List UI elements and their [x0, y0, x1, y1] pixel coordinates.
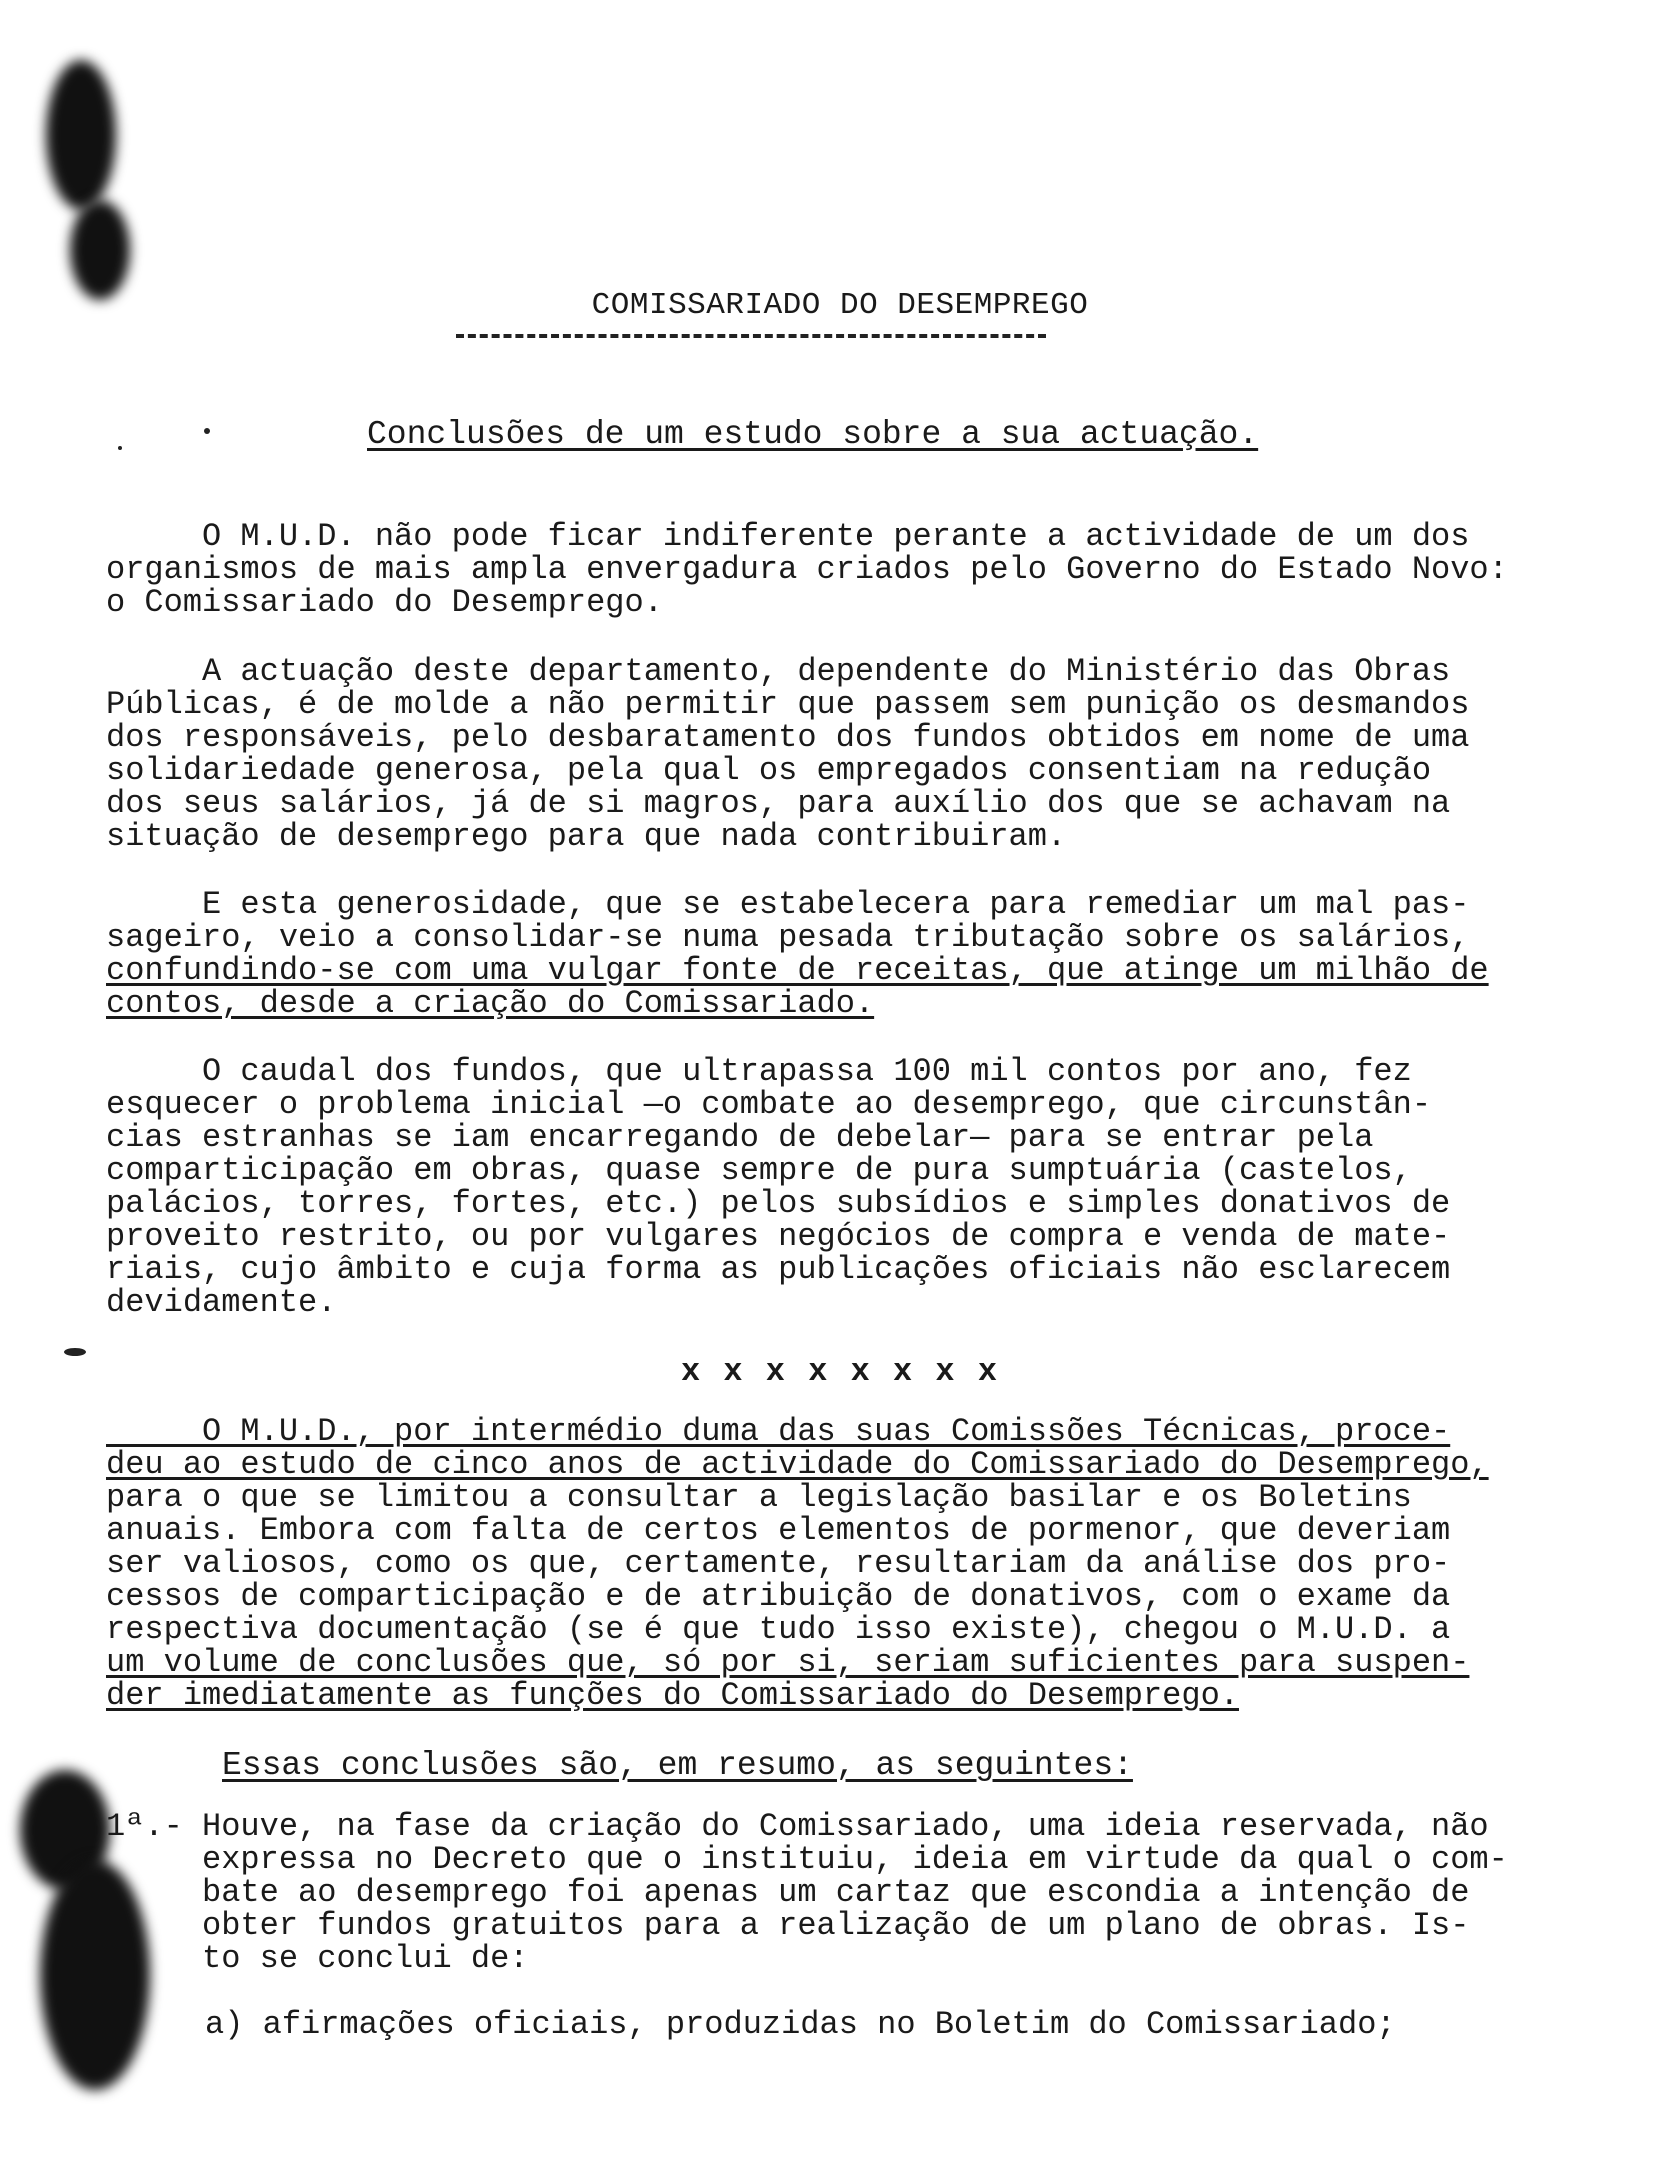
paragraph-line-underlined: confundindo-se com uma vulgar fonte de receitas, que atinge um milhão de [106, 952, 1489, 989]
paragraph-line: sageiro, veio a consolidar-se numa pesada tributação sobre os salários, [106, 919, 1470, 956]
section-separator: x x x x x x x x [680, 1353, 1000, 1390]
paragraph-line: anuais. Embora com falta de certos elementos de pormenor, que deveriam [106, 1512, 1451, 1549]
paragraph-line: O caudal dos fundos, que ultrapassa 100 mil contos por ano, fez [106, 1053, 1412, 1090]
conclusions-heading: Essas conclusões são, em resumo, as seguintes: [222, 1747, 1133, 1784]
paragraph-line: esquecer o problema inicial —o combate ao desemprego, que circunstân- [106, 1086, 1432, 1123]
paragraph-3 [106, 888, 1576, 1020]
paragraph-line: cias estranhas se iam encarregando de debelar— para se entrar pela [106, 1119, 1374, 1156]
paragraph-line: o Comissariado do Desemprego. [106, 584, 663, 621]
paragraph-line: proveito restrito, ou por vulgares negócios de compra e venda de mate- [106, 1218, 1451, 1255]
paragraph-line: ser valiosos, como os que, certamente, resultariam da análise dos pro- [106, 1545, 1451, 1582]
paragraph-line: dos responsáveis, pelo desbaratamento dos fundos obtidos em nome de uma [106, 719, 1470, 756]
item-line: to se conclui de: [106, 1940, 529, 1977]
paragraph-line: respectiva documentação (se é que tudo isso existe), chegou o M.U.D. a [106, 1611, 1451, 1648]
speck [204, 428, 210, 434]
paragraph-line: devidamente. [106, 1284, 337, 1321]
paragraph-line: A actuação deste departamento, dependente do Ministério das Obras [106, 653, 1451, 690]
paragraph-line: para o que se limitou a consultar a legislação basilar e os Boletins [106, 1479, 1412, 1516]
item-line: obter fundos gratuitos para a realização de um plano de obras. Is- [106, 1907, 1470, 1944]
paragraph-1 [106, 520, 1576, 619]
item-line: expressa no Decreto que o instituiu, ideia em virtude da qual o com- [106, 1841, 1508, 1878]
speck [118, 446, 122, 450]
ink-blot-top-left-2 [70, 200, 130, 300]
paragraph-4 [106, 1055, 1576, 1319]
paragraph-2 [106, 655, 1576, 853]
paragraph-line: dos seus salários, já de si magros, para auxílio dos que se achavam na [106, 785, 1451, 822]
paragraph-line-underlined: deu ao estudo de cinco anos de actividade do Comissariado do Desemprego, [106, 1446, 1489, 1483]
paragraph-line: cessos de comparticipação e de atribuição de donativos, com o exame da [106, 1578, 1451, 1615]
paragraph-line: riais, cujo âmbito e cuja forma as publicações oficiais não esclarecem [106, 1251, 1451, 1288]
ink-blot-top-left [46, 60, 116, 210]
paragraph-line-underlined: der imediatamente as funções do Comissariado do Desemprego. [106, 1677, 1239, 1714]
conclusion-item-1-a: a) afirmações oficiais, produzidas no Boletim do Comissariado; [205, 2006, 1396, 2043]
document-title: COMISSARIADO DO DESEMPREGO [591, 288, 1089, 323]
title-underline [456, 334, 1046, 338]
item-line: bate ao desemprego foi apenas um cartaz que escondia a intenção de [106, 1874, 1470, 1911]
paragraph-line: Públicas, é de molde a não permitir que passem sem punição os desmandos [106, 686, 1470, 723]
paragraph-line-underlined: contos, desde a criação do Comissariado. [106, 985, 875, 1022]
paragraph-5 [106, 1415, 1576, 1712]
paragraph-line-underlined: O M.U.D., por intermédio duma das suas Comissões Técnicas, proce- [106, 1413, 1451, 1450]
paragraph-line: organismos de mais ampla envergadura criados pelo Governo do Estado Novo: [106, 551, 1508, 588]
paragraph-line: O M.U.D. não pode ficar indiferente perante a actividade de um dos [106, 518, 1470, 555]
paragraph-line: E esta generosidade, que se estabelecera para remediar um mal pas- [106, 886, 1470, 923]
item-line: 1ª.- Houve, na fase da criação do Comissariado, uma ideia reservada, não [106, 1808, 1489, 1845]
document-subtitle: Conclusões de um estudo sobre a sua actuação. [367, 416, 1259, 453]
conclusion-item-1 [106, 1810, 1508, 1975]
paragraph-line: palácios, torres, fortes, etc.) pelos subsídios e simples donativos de [106, 1185, 1451, 1222]
paragraph-line: solidariedade generosa, pela qual os empregados consentiam na redução [106, 752, 1432, 789]
paragraph-line-underlined: um volume de conclusões que, só por si, seriam suficientes para suspen- [106, 1644, 1470, 1681]
paragraph-line: situação de desemprego para que nada contribuiram. [106, 818, 1067, 855]
paragraph-line: comparticipação em obras, quase sempre de pura sumptuária (castelos, [106, 1152, 1412, 1189]
